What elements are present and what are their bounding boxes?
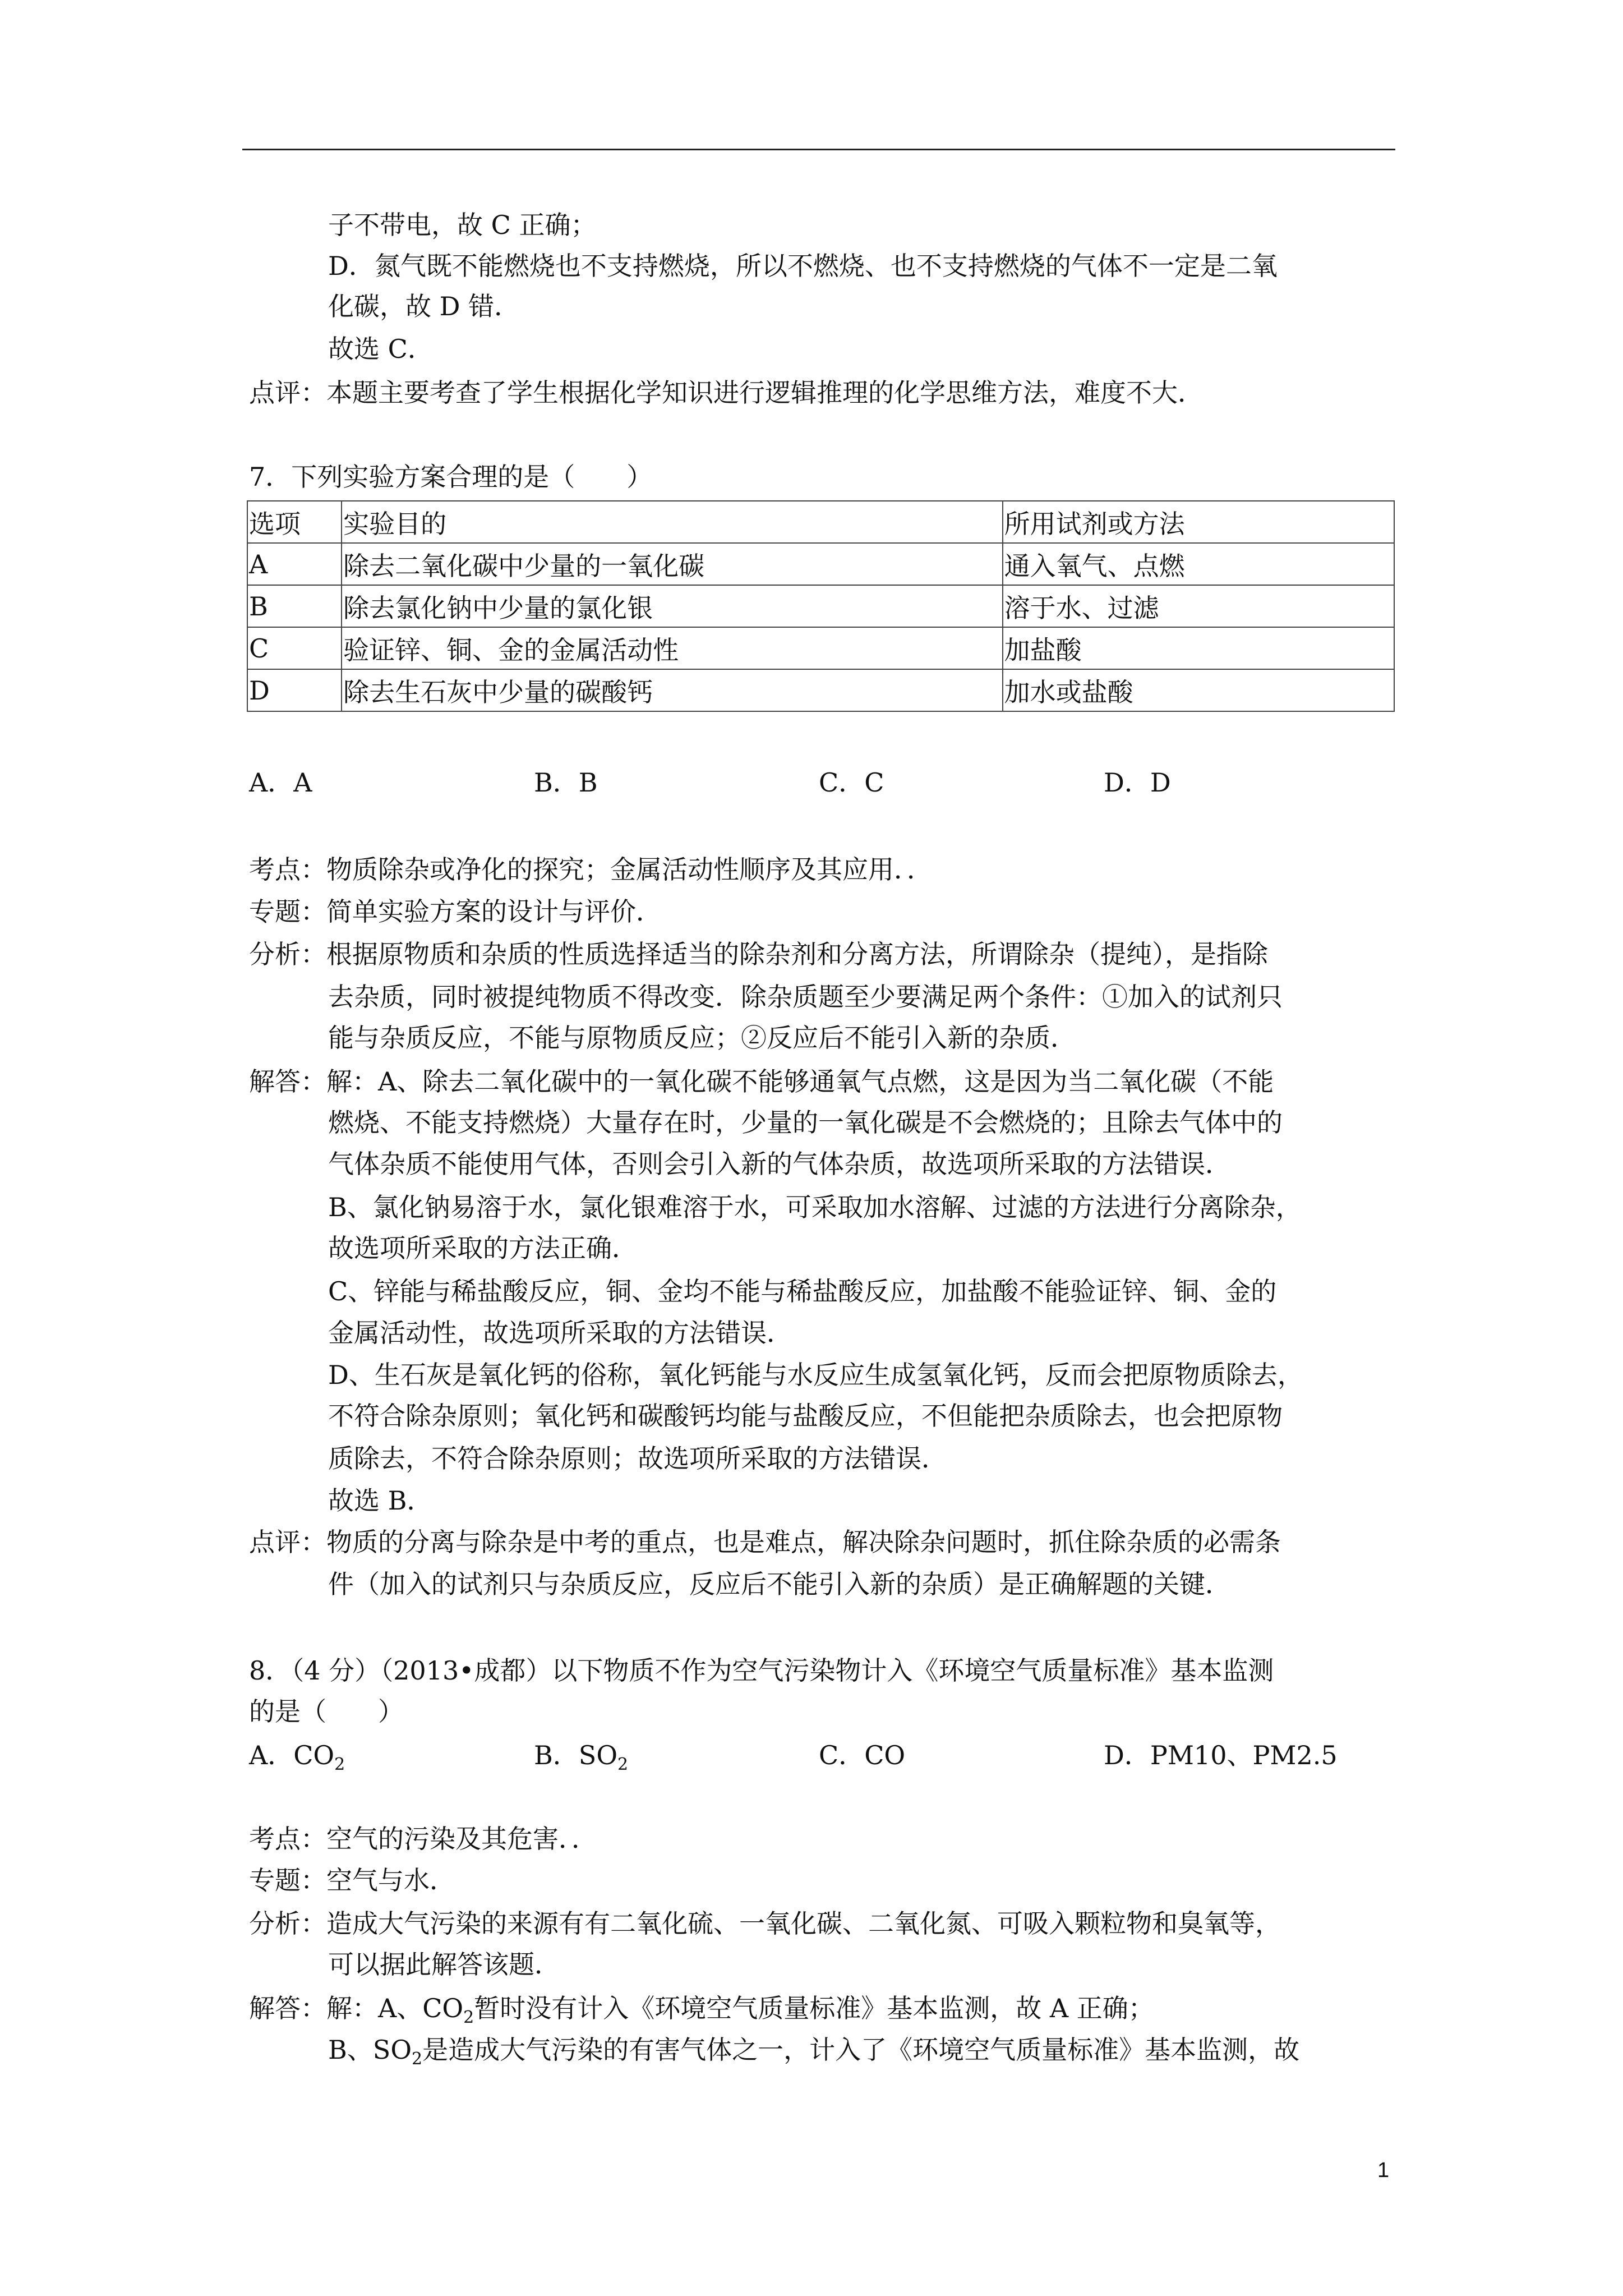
table-cell: A [247,543,342,585]
header-rule [242,149,1395,150]
q7-jieda: 气体杂质不能使用气体，否则会引入新的气体杂质，故选项所采取的方法错误． [328,1149,1231,1179]
table-cell: D [247,669,342,711]
table-cell: 验证锌、铜、金的金属活动性 [342,627,1003,669]
q7-answer: 故选 B． [328,1485,433,1516]
table-row [247,543,1394,585]
table-cell: 加水或盐酸 [1003,669,1394,711]
q7-jieda: 质除去，不符合除杂原则；故选项所采取的方法错误． [328,1443,947,1474]
q6-comment: 点评：本题主要考查了学生根据化学知识进行逻辑推理的化学思维方法，难度不大． [249,378,1204,408]
table-row [247,669,1394,711]
table-cell: 除去氯化钠中少量的氯化银 [342,585,1003,627]
q7-dianping: 点评：物质的分离与除杂是中考的重点，也是难点，解决除杂问题时，抓住除杂质的必需条 [249,1527,1281,1557]
q8-jieda: B、$SO_2$是造成大气污染的有害气体之一，计入了《环境空气质量标准》基本监测，故 [328,2035,1300,2069]
q7-stem: 7．下列实验方案合理的是（ ） [249,462,653,492]
q7-jieda: D、生石灰是氧化钙的俗称，氧化钙能与水反应生成氢氧化钙，反而会把原物质除去， [328,1360,1303,1390]
q7-fenxi: 能与杂质反应，不能与原物质反应；②反应后不能引入新的杂质． [328,1023,1076,1053]
table-cell: 除去生石灰中少量的碳酸钙 [342,669,1003,711]
table-cell: C [247,627,342,669]
table-header-cell: 所用试剂或方法 [1003,501,1394,543]
q7-option-b: B．B [534,767,598,798]
q8-fenxi: 分析：造成大气污染的来源有有二氧化硫、一氧化碳、二氧化氮、可吸入颗粒物和臭氧等， [249,1908,1281,1939]
q7-fenxi: 去杂质，同时被提纯物质不得改变．除杂质题至少要满足两个条件：①加入的试剂只 [328,982,1283,1012]
q8-option-b: B．$SO_2$ [534,1740,629,1774]
q8-kaodian: 考点：空气的污染及其危害．． [249,1824,597,1854]
q7-jieda: 解答：解：A、除去二氧化碳中的一氧化碳不能够通氧气点燃，这是因为当二氧化碳（不能 [249,1066,1274,1097]
q8-fenxi: 可以据此解答该题． [328,1949,560,1980]
q7-option-a: A．A [249,767,312,798]
q7-zhuanti: 专题：简单实验方案的设计与评价． [249,896,662,927]
page-number: 1 [1377,2159,1390,2182]
table-cell: 加盐酸 [1003,627,1394,669]
q7-jieda: 不符合除杂原则；氧化钙和碳酸钙均能与盐酸反应，不但能把杂质除去，也会把原物 [328,1401,1283,1431]
q7-option-c: C．C [819,767,884,798]
q6-answer: 故选 C． [328,334,434,364]
table-header-row [247,501,1394,543]
table-row [247,627,1394,669]
q7-jieda: B、氯化钠易溶于水，氯化银难溶于水，可采取加水溶解、过滤的方法进行分离除杂， [328,1192,1302,1222]
q8-option-a: A．$CO_2$ [249,1740,345,1774]
q7-table [247,500,1395,712]
q6-line: D．氮气既不能燃烧也不支持燃烧，所以不燃烧、也不支持燃烧的气体不一定是二氧 [328,251,1278,281]
q7-option-d: D．D [1104,767,1171,798]
q8-jieda: 解答：解：A、$CO_2$暂时没有计入《环境空气质量标准》基本监测，故 A 正确； [249,1993,1154,2027]
table-header-cell: 实验目的 [342,501,1003,543]
q7-kaodian: 考点：物质除杂或净化的探究；金属活动性顺序及其应用．． [249,854,933,885]
q7-fenxi: 分析：根据原物质和杂质的性质选择适当的除杂剂和分离方法，所谓除杂（提纯），是指除 [249,939,1268,969]
q7-jieda: C、锌能与稀盐酸反应，铜、金均不能与稀盐酸反应，加盐酸不能验证锌、铜、金的 [328,1276,1277,1306]
q7-jieda: 金属活动性，故选项所采取的方法错误． [328,1318,792,1348]
table-header-cell: 选项 [247,501,342,543]
q8-zhuanti: 专题：空气与水． [249,1865,455,1895]
table-row [247,585,1394,627]
table-cell: 通入氧气、点燃 [1003,543,1394,585]
q6-line: 化碳，故 D 错． [328,291,520,321]
q7-jieda: 故选项所采取的方法正确． [328,1233,638,1263]
q8-option-c: C．CO [819,1740,906,1770]
q6-line: 子不带电，故 C 正确； [328,210,597,240]
q8-stem: 8．（4 分）（2013•成都）以下物质不作为空气污染物计入《环境空气质量标准》基本监测 [249,1655,1274,1686]
table-cell: 除去二氧化碳中少量的一氧化碳 [342,543,1003,585]
q7-dianping: 件（加入的试剂只与杂质反应，反应后不能引入新的杂质）是正确解题的关键． [328,1569,1231,1599]
table-cell: B [247,585,342,627]
q7-jieda: 燃烧、不能支持燃烧）大量存在时，少量的一氧化碳是不会燃烧的；且除去气体中的 [328,1107,1283,1138]
q8-stem: 的是（ ） [249,1696,404,1727]
table-cell: 溶于水、过滤 [1003,585,1394,627]
q8-option-d: D．PM10、PM2.5 [1104,1740,1338,1770]
